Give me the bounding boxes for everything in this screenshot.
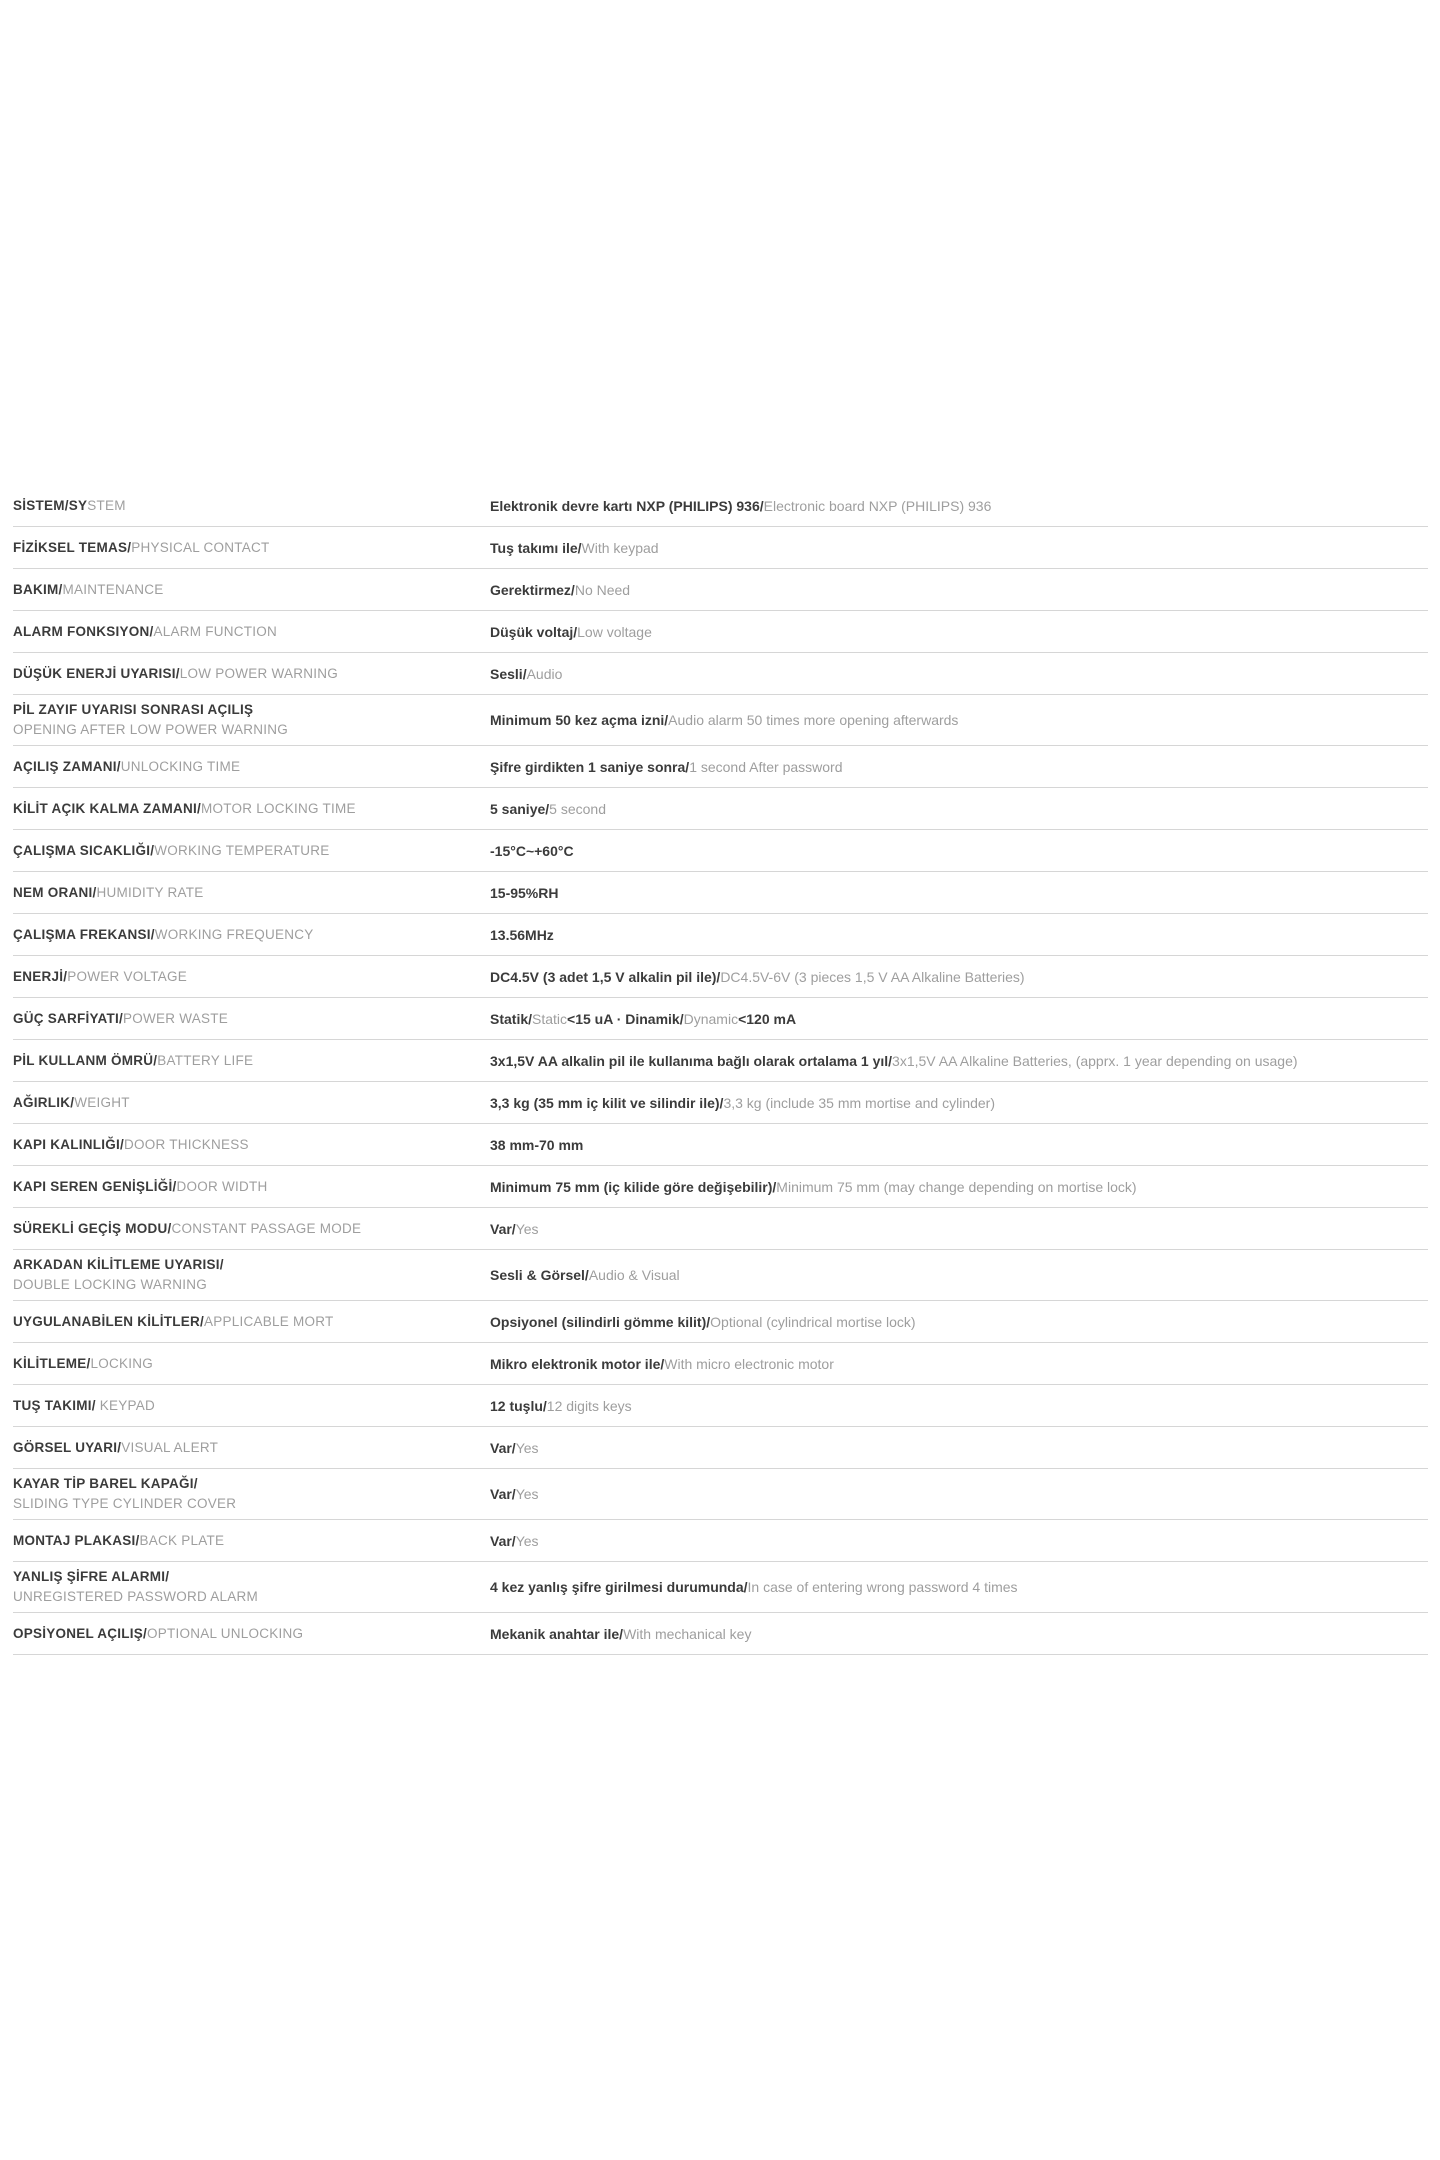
table-row — [13, 830, 1428, 872]
row-value — [490, 1396, 1428, 1416]
text-segment: TUŞ TAKIMI/ — [13, 1397, 96, 1413]
spec-table — [13, 485, 1428, 1655]
row-label — [13, 1312, 490, 1332]
row-label — [13, 496, 490, 516]
table-row — [13, 1124, 1428, 1166]
row-label — [13, 1396, 490, 1416]
text-segment: 1 second After password — [689, 758, 843, 775]
text-segment: 38 mm-70 mm — [490, 1136, 584, 1153]
text-segment: Mikro elektronik motor ile/ — [490, 1355, 665, 1372]
row-value — [490, 1009, 1428, 1029]
text-segment: Mekanik anahtar ile/ — [490, 1625, 624, 1642]
table-row — [13, 1301, 1428, 1343]
text-segment: CONSTANT PASSAGE MODE — [171, 1220, 362, 1236]
text-segment: Statik/ — [490, 1010, 533, 1027]
text-segment: Yes — [515, 1486, 539, 1502]
text-segment: KİLİT AÇIK KALMA ZAMANI/ — [13, 800, 201, 816]
text-segment: OPTIONAL UNLOCKING — [147, 1625, 304, 1641]
text-segment: <120 mA — [738, 1010, 797, 1027]
text-segment: 12 digits keys — [546, 1397, 632, 1414]
table-row — [13, 1427, 1428, 1469]
table-row — [13, 1343, 1428, 1385]
text-segment: With keypad — [581, 539, 659, 556]
text-segment: Low voltage — [577, 623, 652, 640]
row-label — [13, 1093, 490, 1113]
table-row — [13, 527, 1428, 569]
text-segment: Düşük voltaj/ — [490, 623, 578, 640]
text-segment: BAKIM/ — [13, 581, 63, 597]
text-segment: 5 second — [549, 800, 606, 817]
text-segment: Gerektirmez/ — [490, 581, 575, 598]
text-segment: KAYAR TİP BAREL KAPAĞI/ — [13, 1476, 198, 1491]
text-segment: KAPI SEREN GENİŞLİĞİ/ — [13, 1178, 177, 1194]
row-label — [13, 1438, 490, 1458]
text-segment: MAINTENANCE — [62, 581, 164, 597]
table-row — [13, 1562, 1428, 1613]
text-segment: -15°C~+60°C — [490, 842, 574, 859]
row-label — [13, 1531, 490, 1551]
table-row — [13, 653, 1428, 695]
row-label — [13, 664, 490, 684]
text-segment: Electronic board NXP (PHILIPS) 936 — [763, 497, 992, 514]
text-segment: Var/ — [490, 1486, 516, 1502]
text-segment: GÖRSEL UYARI/ — [13, 1439, 122, 1455]
text-segment: Minimum 75 mm (iç kilide göre değişebilir)/ — [490, 1178, 777, 1195]
row-value — [490, 841, 1428, 861]
text-segment: KEYPAD — [95, 1397, 156, 1413]
row-value — [490, 925, 1428, 945]
table-row — [13, 1469, 1428, 1520]
row-value — [490, 496, 1428, 516]
table-row — [13, 956, 1428, 998]
text-segment: UYGULANABİLEN KİLİTLER/ — [13, 1313, 204, 1329]
row-label — [13, 580, 490, 600]
text-segment: In case of entering wrong password 4 times — [747, 1579, 1018, 1595]
text-segment: LOCKING — [90, 1355, 154, 1371]
table-row — [13, 485, 1428, 527]
text-segment: MOTOR LOCKING TIME — [200, 800, 356, 816]
row-label — [13, 1177, 490, 1197]
row-label — [13, 1474, 490, 1514]
row-label — [13, 757, 490, 777]
row-value — [490, 1438, 1428, 1458]
row-value — [490, 883, 1428, 903]
row-label — [13, 1009, 490, 1029]
text-segment: APPLICABLE MORT — [204, 1313, 334, 1329]
row-value — [490, 1135, 1428, 1155]
table-row — [13, 1166, 1428, 1208]
table-row — [13, 1040, 1428, 1082]
table-row — [13, 788, 1428, 830]
text-segment: KİLİTLEME/ — [13, 1355, 91, 1371]
table-row — [13, 1250, 1428, 1301]
table-row — [13, 695, 1428, 746]
text-segment: VISUAL ALERT — [121, 1439, 219, 1455]
table-row — [13, 1613, 1428, 1655]
text-segment: AÇILIŞ ZAMANI/ — [13, 758, 121, 774]
text-segment: YANLIŞ ŞİFRE ALARMI/ — [13, 1569, 170, 1584]
text-segment: UNREGISTERED PASSWORD ALARM — [13, 1589, 259, 1604]
text-segment: UNLOCKING TIME — [120, 758, 241, 774]
row-value — [490, 1051, 1428, 1071]
text-segment: 4 kez yanlış şifre girilmesi durumunda/ — [490, 1579, 748, 1595]
text-segment: Elektronik devre kartı NXP (PHILIPS) 936/ — [490, 497, 764, 514]
text-segment: GÜÇ SARFİYATI/ — [13, 1010, 124, 1026]
text-segment: DÜŞÜK ENERJİ UYARISI/ — [13, 665, 180, 681]
text-segment: 15-95%RH — [490, 884, 559, 901]
table-row — [13, 998, 1428, 1040]
row-label — [13, 841, 490, 861]
text-segment: SLIDING TYPE CYLINDER COVER — [13, 1496, 237, 1511]
text-segment: BATTERY LIFE — [157, 1052, 254, 1068]
text-segment: ÇALIŞMA FREKANSI/ — [13, 926, 155, 942]
text-segment: OPSİYONEL AÇILIŞ/ — [13, 1625, 148, 1641]
row-value — [490, 664, 1428, 684]
row-label — [13, 925, 490, 945]
text-segment: SİSTEM/SY — [13, 497, 88, 513]
table-row — [13, 569, 1428, 611]
text-segment: BACK PLATE — [139, 1532, 225, 1548]
row-value — [490, 967, 1428, 987]
row-label — [13, 1567, 490, 1607]
text-segment: DOUBLE LOCKING WARNING — [13, 1277, 208, 1292]
text-segment: No Need — [574, 581, 631, 598]
row-value — [490, 799, 1428, 819]
row-value — [490, 538, 1428, 558]
text-segment: Audio alarm 50 times more opening afterwards — [668, 712, 959, 728]
text-segment: ALARM FONKSIYON/ — [13, 623, 154, 639]
table-row — [13, 1520, 1428, 1562]
text-segment: HUMIDITY RATE — [96, 884, 204, 900]
row-label — [13, 1051, 490, 1071]
text-segment: AĞIRLIK/ — [13, 1094, 75, 1110]
row-value — [490, 1624, 1428, 1644]
row-label — [13, 1219, 490, 1239]
row-value — [490, 1577, 1428, 1597]
text-segment: Şifre girdikten 1 saniye sonra/ — [490, 758, 690, 775]
row-value — [490, 1265, 1428, 1285]
text-segment: NEM ORANI/ — [13, 884, 97, 900]
text-segment: 13.56MHz — [490, 926, 554, 943]
text-segment: <15 uA · Dinamik/ — [567, 1010, 684, 1027]
row-label — [13, 799, 490, 819]
table-row — [13, 1385, 1428, 1427]
row-value — [490, 622, 1428, 642]
text-segment: ÇALIŞMA SICAKLIĞI/ — [13, 842, 155, 858]
text-segment: DOOR THICKNESS — [124, 1136, 249, 1152]
text-segment: PİL ZAYIF UYARISI SONRASI AÇILIŞ — [13, 702, 254, 717]
row-label — [13, 538, 490, 558]
text-segment: Var/ — [490, 1532, 516, 1549]
table-row — [13, 611, 1428, 653]
text-segment: 3x1,5V AA Alkaline Batteries, (apprx. 1 year depending on usage) — [892, 1052, 1298, 1069]
text-segment: Var/ — [490, 1439, 516, 1456]
row-value — [490, 1484, 1428, 1504]
text-segment: Static — [532, 1010, 568, 1027]
text-segment: MONTAJ PLAKASI/ — [13, 1532, 140, 1548]
row-label — [13, 1255, 490, 1295]
row-value — [490, 580, 1428, 600]
text-segment: DC4.5V-6V (3 pieces 1,5 V AA Alkaline Batteries) — [720, 968, 1025, 985]
text-segment: Yes — [515, 1532, 539, 1549]
row-label — [13, 1135, 490, 1155]
row-value — [490, 1531, 1428, 1551]
text-segment: POWER WASTE — [123, 1010, 229, 1026]
row-value — [490, 710, 1428, 730]
table-row — [13, 914, 1428, 956]
text-segment: Sesli/ — [490, 665, 527, 682]
text-segment: PİL KULLANM ÖMRÜ/ — [13, 1052, 158, 1068]
text-segment: 3x1,5V AA alkalin pil ile kullanıma bağlı olarak ortalama 1 yıl/ — [490, 1052, 893, 1069]
text-segment: 3,3 kg (include 35 mm mortise and cylinder) — [723, 1094, 995, 1111]
text-segment: KAPI KALINLIĞI/ — [13, 1136, 124, 1152]
text-segment: PHYSICAL CONTACT — [131, 539, 270, 555]
row-value — [490, 757, 1428, 777]
text-segment: DC4.5V (3 adet 1,5 V alkalin pil ile)/ — [490, 968, 721, 985]
text-segment: ARKADAN KİLİTLEME UYARISI/ — [13, 1257, 224, 1272]
text-segment: POWER VOLTAGE — [67, 968, 188, 984]
text-segment: WORKING TEMPERATURE — [154, 842, 330, 858]
row-value — [490, 1219, 1428, 1239]
text-segment: Optional (cylindrical mortise lock) — [710, 1313, 916, 1330]
row-label — [13, 700, 490, 740]
text-segment: STEM — [87, 497, 126, 513]
text-segment: With micro electronic motor — [664, 1355, 834, 1372]
text-segment: Minimum 50 kez açma izni/ — [490, 712, 669, 728]
row-label — [13, 967, 490, 987]
text-segment: WORKING FREQUENCY — [154, 926, 314, 942]
text-segment: SÜREKLİ GEÇİŞ MODU/ — [13, 1220, 172, 1236]
text-segment: Minimum 75 mm (may change depending on mortise lock) — [776, 1178, 1137, 1195]
table-row — [13, 1082, 1428, 1124]
row-value — [490, 1093, 1428, 1113]
row-value — [490, 1177, 1428, 1197]
row-value — [490, 1312, 1428, 1332]
text-segment: ENERJİ/ — [13, 968, 68, 984]
text-segment: Tuş takımı ile/ — [490, 539, 582, 556]
row-label — [13, 622, 490, 642]
row-label — [13, 1624, 490, 1644]
text-segment: Opsiyonel (silindirli gömme kilit)/ — [490, 1313, 711, 1330]
text-segment: Sesli & Görsel/ — [490, 1267, 589, 1283]
text-segment: OPENING AFTER LOW POWER WARNING — [13, 722, 289, 737]
text-segment: LOW POWER WARNING — [179, 665, 339, 681]
text-segment: DOOR WIDTH — [176, 1178, 268, 1194]
text-segment: FİZİKSEL TEMAS/ — [13, 539, 132, 555]
text-segment: Audio & Visual — [588, 1267, 680, 1283]
text-segment: Dynamic — [683, 1010, 739, 1027]
table-row — [13, 872, 1428, 914]
row-label — [13, 1354, 490, 1374]
text-segment: 12 tuşlu/ — [490, 1397, 547, 1414]
text-segment: 5 saniye/ — [490, 800, 550, 817]
table-row — [13, 746, 1428, 788]
text-segment: Var/ — [490, 1220, 516, 1237]
table-row — [13, 1208, 1428, 1250]
row-value — [490, 1354, 1428, 1374]
text-segment: WEIGHT — [74, 1094, 130, 1110]
text-segment: ALARM FUNCTION — [153, 623, 278, 639]
text-segment: 3,3 kg (35 mm iç kilit ve silindir ile)/ — [490, 1094, 724, 1111]
text-segment: Yes — [515, 1220, 539, 1237]
row-label — [13, 883, 490, 903]
text-segment: Yes — [515, 1439, 539, 1456]
text-segment: Audio — [526, 665, 563, 682]
text-segment: With mechanical key — [623, 1625, 752, 1642]
